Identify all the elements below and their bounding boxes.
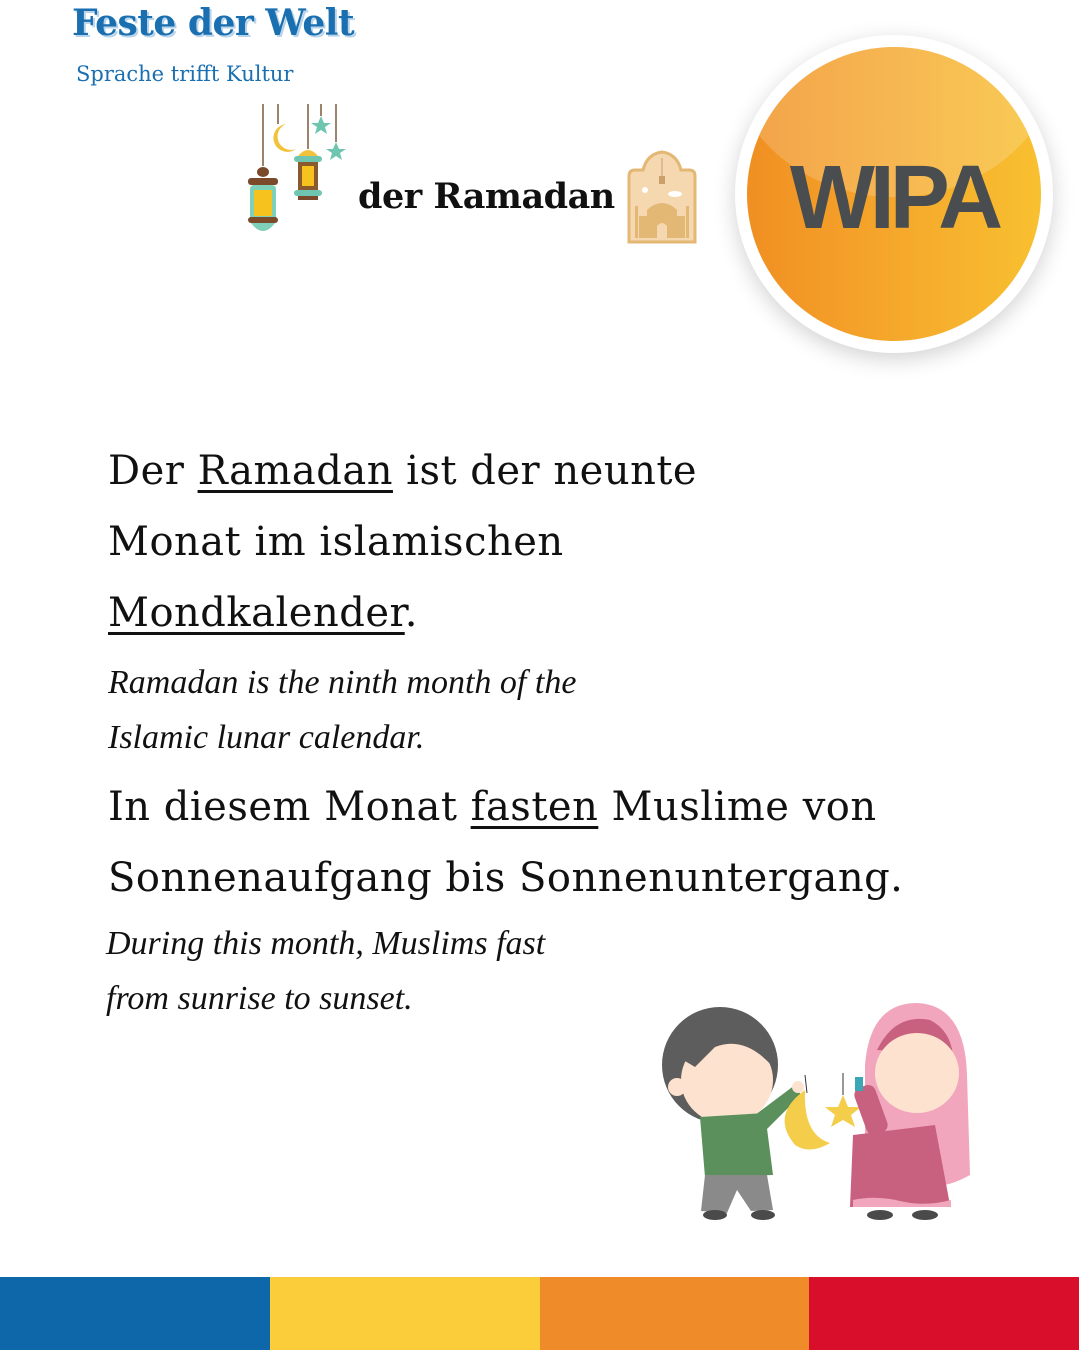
color-band-blue xyxy=(0,1277,270,1350)
text-line: Ramadan is the ninth month of the xyxy=(108,664,577,701)
footer-color-bar xyxy=(0,1277,1079,1350)
logo-text: WIPA xyxy=(789,148,999,248)
german-paragraph-2 xyxy=(108,772,1008,914)
vocab-fasten: fasten xyxy=(470,784,599,830)
text-line: from sunrise to sunset. xyxy=(106,980,413,1017)
hanging-lanterns-icon xyxy=(236,104,351,239)
brand-subtitle: Sprache trifft Kultur xyxy=(76,62,294,86)
wipa-logo xyxy=(735,35,1053,353)
text-segment: ist der neunte xyxy=(392,448,698,494)
vocab-ramadan: Ramadan xyxy=(197,448,393,494)
color-band-yellow xyxy=(270,1277,540,1350)
text-line: Monat im islamischen xyxy=(108,519,564,565)
english-translation-1 xyxy=(108,655,708,765)
text-segment: . xyxy=(404,590,418,636)
page-title: der Ramadan xyxy=(358,176,615,217)
children-illustration xyxy=(655,995,985,1225)
mosque-window-icon xyxy=(625,150,699,246)
text-segment: Der xyxy=(108,448,198,494)
text-segment: In diesem Monat xyxy=(108,784,471,830)
text-line: During this month, Muslims fast xyxy=(106,925,546,962)
color-band-red xyxy=(809,1277,1079,1350)
color-band-orange xyxy=(540,1277,810,1350)
brand-title: Feste der Welt xyxy=(72,2,355,44)
text-segment: Muslime von xyxy=(598,784,877,830)
german-paragraph-1 xyxy=(108,436,788,649)
vocab-mondkalender: Mondkalender xyxy=(108,590,405,636)
english-translation-2 xyxy=(106,916,706,1026)
text-line: Islamic lunar calendar. xyxy=(108,719,425,756)
text-line: Sonnenaufgang bis Sonnenuntergang. xyxy=(108,855,904,901)
